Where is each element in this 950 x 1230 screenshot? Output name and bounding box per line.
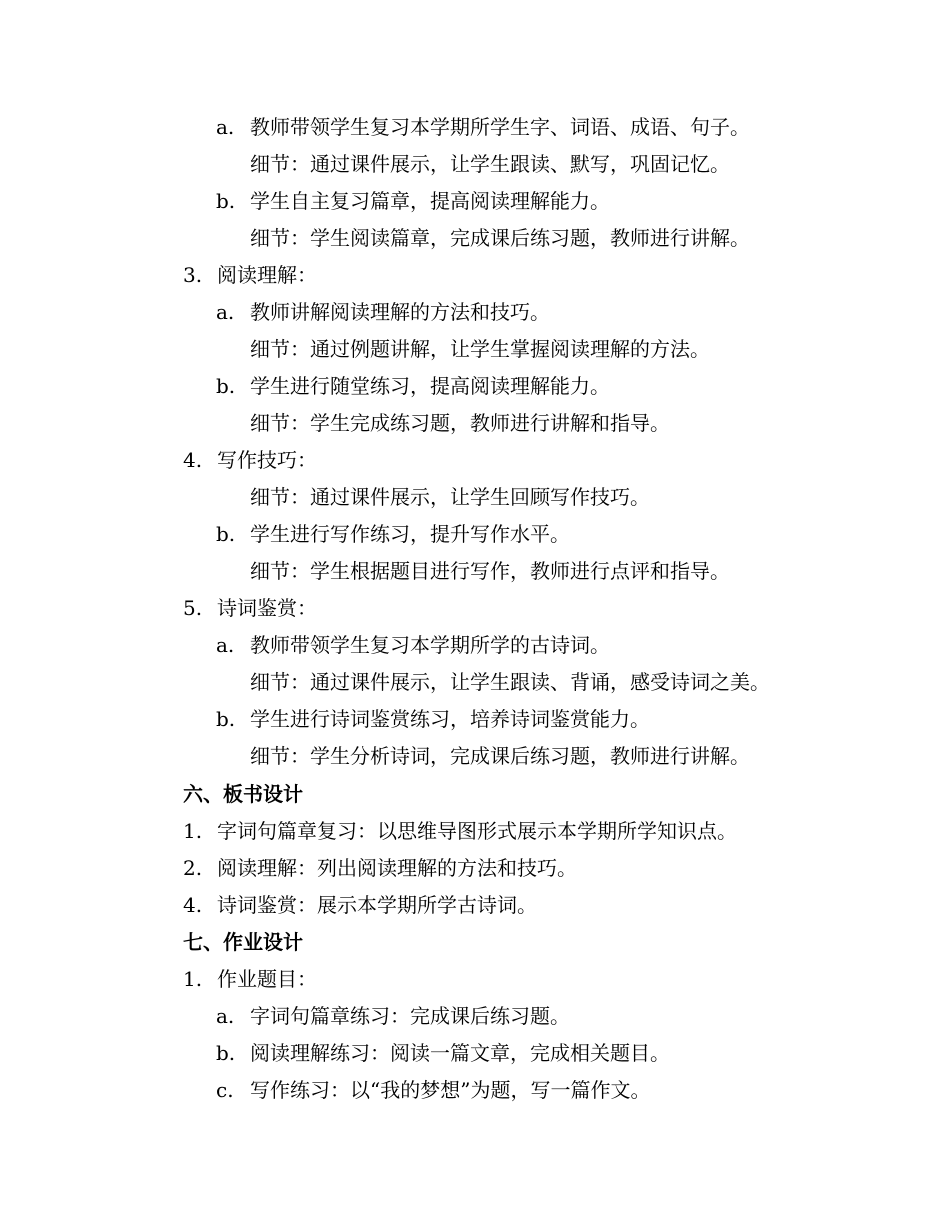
list-marker: 1.: [183, 819, 203, 843]
detail-text: 细节：学生阅读篇章，完成课后练习题，教师进行讲解。: [250, 226, 750, 250]
list-item: [216, 188, 610, 214]
numbered-item: [183, 892, 537, 918]
list-item-text: 写作练习：以“我的梦想”为题，写一篇作文。: [250, 1078, 651, 1102]
list-item-text: 诗词鉴赏：展示本学期所学古诗词。: [217, 893, 537, 917]
list-marker: 5.: [183, 596, 203, 620]
list-item: [216, 299, 550, 325]
list-marker: 4.: [183, 448, 203, 472]
list-marker: c.: [216, 1078, 234, 1102]
item-title: 诗词鉴赏：: [217, 596, 317, 620]
section-heading: 七、作业设计: [183, 930, 303, 954]
list-item-text: 字词句篇章复习：以思维导图形式展示本学期所学知识点。: [217, 819, 737, 843]
detail-text: 细节：学生根据题目进行写作，教师进行点评和指导。: [250, 559, 730, 583]
list-marker: 3.: [183, 263, 203, 287]
detail-text: 细节：学生分析诗词，完成课后练习题，教师进行讲解。: [250, 744, 750, 768]
numbered-item: [183, 966, 317, 992]
list-marker: b.: [216, 1041, 236, 1065]
list-marker: a.: [216, 115, 235, 139]
list-item-text: 阅读理解：列出阅读理解的方法和技巧。: [217, 856, 577, 880]
list-item-text: 学生进行写作练习，提升写作水平。: [250, 522, 570, 546]
list-item-text: 字词句篇章练习：完成课后练习题。: [250, 1004, 570, 1028]
list-item: [216, 521, 570, 547]
list-marker: b.: [216, 707, 236, 731]
list-item-text: 学生进行随堂练习，提高阅读理解能力。: [250, 374, 610, 398]
detail-text: 细节：通过课件展示，让学生回顾写作技巧。: [250, 485, 650, 509]
list-item: [216, 632, 610, 658]
detail-text: 细节：通过课件展示，让学生跟读、背诵，感受诗词之美。: [250, 670, 770, 694]
item-title: 作业题目：: [217, 967, 317, 991]
numbered-item: [183, 262, 317, 288]
list-marker: a.: [216, 1004, 235, 1028]
list-item-text: 阅读理解练习：阅读一篇文章，完成相关题目。: [250, 1041, 670, 1065]
list-marker: a.: [216, 300, 235, 324]
numbered-item: [183, 855, 577, 881]
numbered-item: [183, 447, 317, 473]
list-marker: 2.: [183, 856, 203, 880]
numbered-item: [183, 595, 317, 621]
detail-text: 细节：通过课件展示，让学生跟读、默写，巩固记忆。: [250, 152, 730, 176]
list-item: [216, 1003, 570, 1029]
item-title: 阅读理解：: [217, 263, 317, 287]
list-item: [216, 373, 610, 399]
list-item-text: 教师带领学生复习本学期所学生字、词语、成语、句子。: [250, 115, 750, 139]
list-marker: 1.: [183, 967, 203, 991]
list-marker: b.: [216, 189, 236, 213]
section-heading: 六、板书设计: [183, 782, 303, 806]
list-marker: b.: [216, 374, 236, 398]
list-marker: 4.: [183, 893, 203, 917]
detail-text: 细节：学生完成练习题，教师进行讲解和指导。: [250, 411, 670, 435]
list-marker: a.: [216, 633, 235, 657]
list-marker: b.: [216, 522, 236, 546]
list-item-text: 学生自主复习篇章，提高阅读理解能力。: [250, 189, 610, 213]
list-item: [216, 706, 650, 732]
list-item: [216, 114, 750, 140]
list-item-text: 教师带领学生复习本学期所学的古诗词。: [250, 633, 610, 657]
list-item-text: 教师讲解阅读理解的方法和技巧。: [250, 300, 550, 324]
numbered-item: [183, 818, 737, 844]
list-item: [216, 1040, 670, 1066]
list-item: [216, 1077, 650, 1103]
list-item-text: 学生进行诗词鉴赏练习，培养诗词鉴赏能力。: [250, 707, 650, 731]
item-title: 写作技巧：: [217, 448, 317, 472]
detail-text: 细节：通过例题讲解，让学生掌握阅读理解的方法。: [250, 337, 710, 361]
